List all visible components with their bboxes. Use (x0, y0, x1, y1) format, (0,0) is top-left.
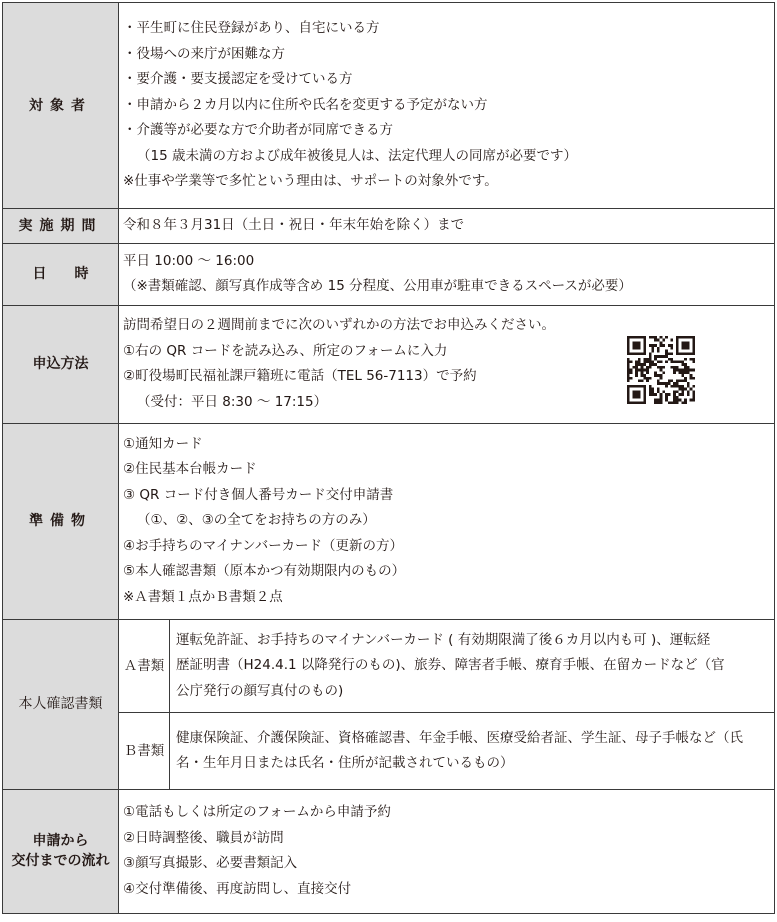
heading-flow-line-2: 交付までの流れ (11, 853, 110, 870)
target-line-2: ・役場への来庁が困難な方 (123, 45, 285, 62)
heading-datetime: 日 時 (3, 243, 119, 305)
items-line-3: ③ QR コード付き個人番号カード交付申請書 (123, 486, 394, 503)
a-docs-label: Ａ書類 (119, 620, 170, 713)
row-period (3, 209, 775, 244)
b-docs-content (170, 713, 775, 789)
id-docs-table (119, 620, 774, 789)
target-line-3: ・要介護・要支援認定を受けている方 (123, 71, 353, 88)
target-content (119, 3, 775, 209)
heading-target: 対象者 (3, 3, 119, 209)
apply-line-3: ②町役場町民福祉課戸籍班に電話（TEL 56-7113）で予約 (123, 368, 477, 385)
b-docs-line-1: 健康保険証、介護保険証、資格確認書、年金手帳、医療受給者証、学生証、母子手帳など（氏 (176, 729, 743, 746)
row-datetime (3, 243, 775, 305)
target-line-1: ・平生町に住民登録があり、自宅にいる方 (123, 19, 380, 36)
flow-content (119, 789, 775, 913)
heading-id-docs: 本人確認書類 (3, 619, 119, 789)
heading-flow-line-1: 申請から (32, 833, 89, 850)
items-content (119, 423, 775, 619)
target-line-6: （15 歳未満の方および成年被後見人は、法定代理人の同席が必要です） (137, 147, 577, 164)
datetime-content (119, 243, 775, 305)
items-line-6: ⑤本人確認書類（原本かつ有効期限内のもの） (123, 563, 406, 580)
heading-flow (3, 789, 119, 913)
row-id-docs (3, 619, 775, 789)
apply-line-2: ①右の QR コードを読み込み、所定のフォームに入力 (123, 342, 448, 359)
flow-line-1: ①電話もしくは所定のフォームから申請予約 (123, 804, 391, 821)
heading-period: 実施期間 (3, 209, 119, 244)
row-target (3, 3, 775, 209)
a-docs-line-1: 運転免許証、お手持ちのマイナンバーカード ( 有効期限満了後６カ月以内も可 )、運転経 (176, 631, 711, 648)
b-docs-line-2: 名・生年月日または氏名・住所が記載されているもの） (176, 755, 514, 772)
row-flow (3, 789, 775, 913)
id-docs-row-a (119, 620, 774, 713)
target-line-4: ・申請から２カ月以内に住所や氏名を変更する予定がない方 (123, 96, 488, 113)
items-line-4: （①、②、③の全てをお持ちの方のみ） (137, 512, 376, 529)
items-line-2: ②住民基本台帳カード (123, 461, 257, 478)
id-docs-content (119, 619, 775, 789)
qr-code-icon (627, 336, 695, 404)
b-docs-label: Ｂ書類 (119, 713, 170, 789)
flow-line-3: ③顔写真撮影、必要書類記入 (123, 855, 298, 872)
flow-line-2: ②日時調整後、職員が訪問 (123, 829, 284, 846)
a-docs-content (170, 620, 775, 713)
target-line-5: ・介護等が必要な方で介助者が同席できる方 (123, 122, 393, 139)
heading-items: 準備物 (3, 423, 119, 619)
period-content (119, 209, 775, 244)
apply-line-1: 訪問希望日の２週間前までに次のいずれかの方法でお申込みください。 (123, 316, 555, 333)
period-line-1: 令和８年３月31日（土日・祝日・年末年始を除く）まで (123, 217, 465, 233)
flow-line-4: ④交付準備後、再度訪問し、直接交付 (123, 880, 352, 897)
items-line-1: ①通知カード (123, 435, 203, 452)
items-line-5: ④お手持ちのマイナンバーカード（更新の方） (123, 537, 403, 554)
heading-apply: 申込方法 (3, 305, 119, 423)
items-line-7: ※Ａ書類１点かＢ書類２点 (123, 589, 283, 606)
a-docs-line-2: 歴証明書（H24.4.1 以降発行のもの)、旅券、障害者手帳、療育手帳、在留カードなど（官 (176, 657, 725, 674)
datetime-line-1: 平日 10:00 ～ 16:00 (123, 252, 255, 269)
info-table (2, 2, 775, 914)
apply-line-4: （受付：平日 8:30 ～ 17:15） (137, 393, 328, 410)
datetime-line-2: （※書類確認、顔写真作成等含め 15 分程度、公用車が駐車できるスペースが必要） (123, 278, 632, 295)
a-docs-line-3: 公庁発行の顔写真付のもの) (176, 682, 344, 699)
target-line-7: ※仕事や学業等で多忙という理由は、サポートの対象外です。 (123, 173, 498, 190)
row-items (3, 423, 775, 619)
id-docs-row-b (119, 713, 774, 789)
